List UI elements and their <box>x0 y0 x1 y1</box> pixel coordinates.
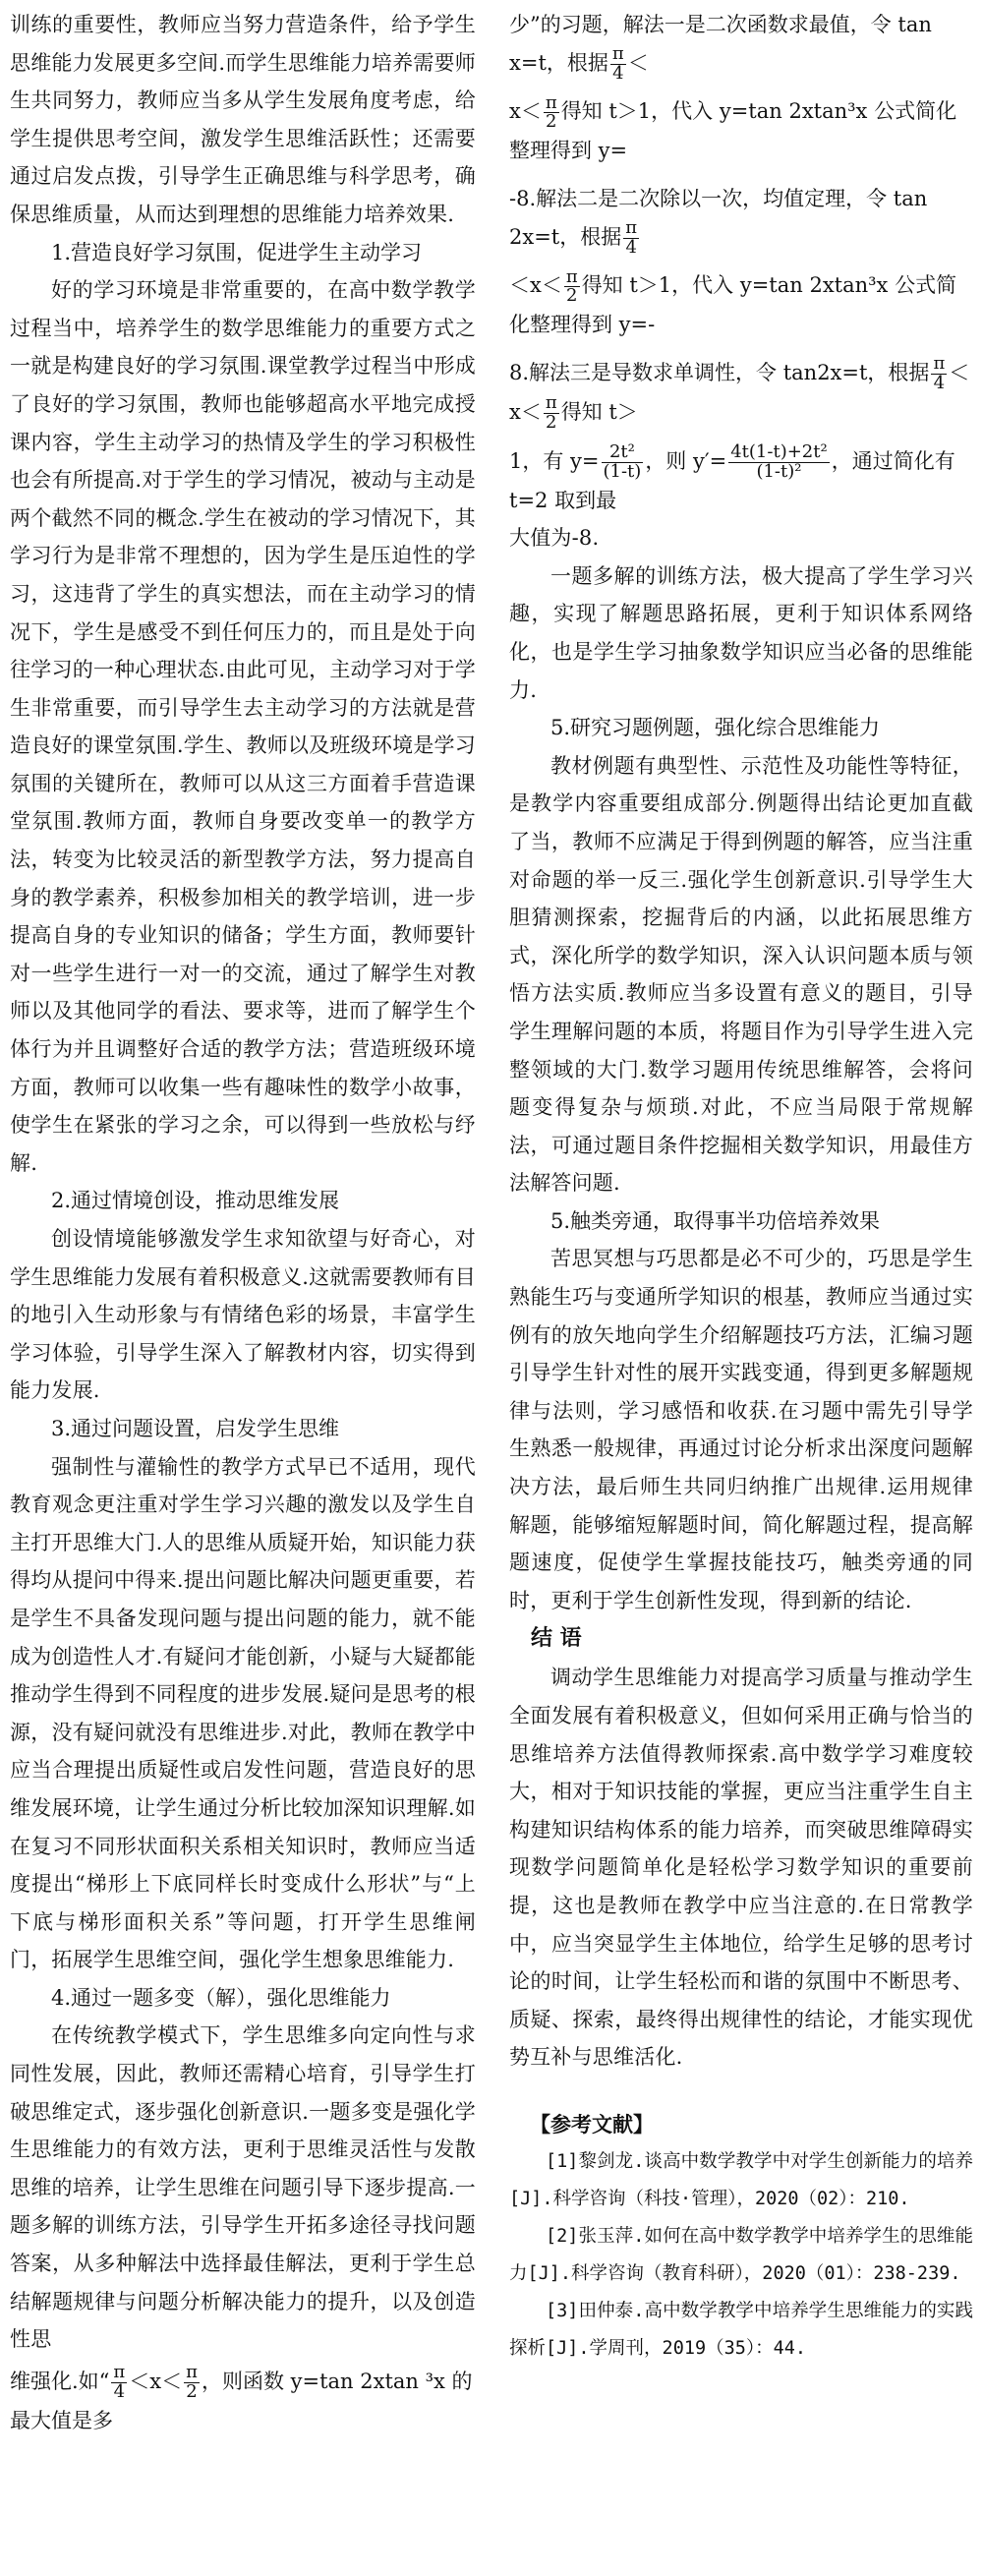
fraction-y-prime: $\frac{\text{4t(1-t)+2t²}}{\text{(1-t)²}}$ <box>730 440 828 482</box>
left-column <box>10 6 480 2576</box>
fraction-pi-over-4: $\frac{\pi}{4}$ <box>933 353 946 393</box>
section-heading-5: 5.研究习题例题，强化综合思维能力 <box>550 716 881 740</box>
fraction-pi-over-2: $\frac{\pi}{2}$ <box>545 391 557 433</box>
conclusion-heading: 结 语 <box>531 1626 582 1652</box>
formula-line-5: 8.解法三是导数求单调性，令 tan2x=t，根据 $\frac{\pi}{4}$ ＜x＜ $\frac{\pi}{2}$ 得知 t＞ <box>509 353 970 433</box>
paragraph-intro-continued: 训练的重要性，教师应当努力营造条件，给予学生思维能力发展更多空间.而学生思维能力培养需要师生共同努力，教师应当多从学生发展角度考虑，给学生提供思考空间，激发学生思维活跃性；还需要通过启发点拨，引导学生正确思维与科学思考，确保思维质量，从而达到理想的思维能力培养效果. <box>10 13 476 226</box>
paragraph-section-1: 好的学习环境是非常重要的，在高中数学教学过程当中，培养学生的数学思维能力的重要方式之一就是构建良好的学习氛围.课堂教学过程当中形成了良好的学习氛围，教师也能够超高水平地完成授课内容，学生主动学习的热情及学生的学习积极性也会有所提高.对于学生的学习情况，被动与主动是两个截然不同的概念.学生在被动的学习情况下，其学习行为是非常不理想的，因为学生是压迫性的学习，这违背了学生的真实想法，而在主动学习的情况下，学生是感受不到任何压力的，而且是处于向往学习的一种心理状态.由此可见，主动学习对于学生非常重要，而引导学生去主动学习的方法就是营造良好的课堂氛围.学生、教师以及班级环境是学习氛围的关键所在，教师可以从这三方面着手营造课堂氛围.教师方面，教师自身要改变单一的教学方法，转变为比较灵活的新型教学方法，努力提高自身的教学素养，积极参加相关的教学培训，进一步提高自身的专业知识的储备；学生方面，教师要针对一些学生进行一对一的交流，通过了解学生对教师以及其他同学的看法、要求等，进而了解学生个体行为并且调整好合适的教学方法；营造班级环境方面，教师可以收集一些有趣味性的数学小故事，使学生在紧张的学习之余，可以得到一些放松与纾解. <box>10 278 476 1175</box>
section-heading-3: 3.通过问题设置，启发学生思维 <box>51 1416 340 1440</box>
fraction-pi-over-2: $\frac{\pi}{2}$ <box>186 2361 198 2402</box>
paragraph-section-4: 在传统教学模式下，学生思维多向定向性与求同性发展，因此，教师还需精心培育，引导学生打破思维定式，逐步强化创新意识.一题多变是强化学生思维能力的有效方法，更利于思维灵活性与发散思维的培养，让学生思维在问题引导下逐步提高.一题多解的训练方法，引导学生开拓多途径寻找问题答案，从多种解法中选择最佳解法，更利于学生总结解题规律与问题分析解决能力的提升，以及创造性思 <box>10 2023 476 2352</box>
right-column <box>503 6 973 2576</box>
formula-line-2: x＜ $\frac{\pi}{2}$ 得知 t＞1，代入 y=tan 2xtan³x 公式简化整理得到 y= <box>509 91 957 163</box>
fraction-pi-over-2: $\frac{\pi}{2}$ <box>545 91 557 133</box>
reference-item: [2]张玉萍.如何在高中数学教学中培养学生的思维能力[J].科学咨询（教育科研），2020（01）：238-239. <box>509 2225 973 2284</box>
section-heading-4: 4.通过一题多变（解），强化思维能力 <box>51 1985 391 2010</box>
fraction-pi-over-4: $\frac{\pi}{4}$ <box>113 2361 126 2402</box>
fraction-pi-over-4: $\frac{\pi}{4}$ <box>625 216 638 258</box>
paragraph-conclusion: 调动学生思维能力对提高学习质量与推动学生全面发展有着积极意义，但如何采用正确与恰当的思维培养方法值得教师探索.高中数学学习难度较大，相对于知识技能的掌握，更应当注重学生自主构建知识结构体系的能力培养，而突破思维障碍实现数学问题简单化是轻松学习数学知识的重要前提，这也是教师在教学中应当注意的.在日常教学中，应当突显学生主体地位，给学生足够的思考讨论的时间，让学生轻松而和谐的氛围中不断思考、质疑、探索，最终得出规律性的结论，才能实现优势互补与思维活化. <box>509 1666 973 2070</box>
paragraph-section-3: 强制性与灌输性的教学方式早已不适用，现代教育观念更注重对学生学习兴趣的激发以及学生自主打开思维大门.人的思维从质疑开始，知识能力获得均从提问中得来.提出问题比解决问题更重要，若是学生不具备发现问题与提出问题的能力，就不能成为创造性人才.有疑问才能创新，小疑与大疑都能推动学生得到不同程度的进步发展.疑问是思考的根源，没有疑问就没有思维进步.对此，教师在教学中应当合理提出质疑性或启发性问题，营造良好的思维发展环境，让学生通过分析比较加深知识理解.如在复习不同形状面积关系相关知识时，教师应当适度提出“梯形上下底同样长时变成什么形状”与“上下底与梯形面积关系”等问题，打开学生思维闸门，拓展学生思维空间，强化学生想象思维能力. <box>10 1454 476 1972</box>
reference-item: [1]黎剑龙.谈高中数学教学中对学生创新能力的培养[J].科学咨询（科技·管理），2020（02）：210. <box>509 2150 973 2209</box>
references-heading: 【参考文献】 <box>530 2112 654 2137</box>
section-heading-1: 1.营造良好学习氛围，促进学生主动学习 <box>51 240 423 264</box>
formula-line-left: 维强化.如“ $\frac{\pi}{4}$ ＜x＜ $\frac{\pi}{2}$ ，则函数 y=tan 2xtan ³x 的最大值是多 <box>10 2361 473 2432</box>
fraction-pi-over-4: $\frac{\pi}{4}$ <box>611 42 624 84</box>
fraction-y: $\frac{\text{2t²}}{(1-t)}$ <box>603 440 642 482</box>
section-heading-2: 2.通过情境创设，推动思维发展 <box>51 1189 340 1213</box>
section-heading-5b: 5.触类旁通，取得事半功倍培养效果 <box>550 1208 881 1233</box>
formula-line-1: 少”的习题，解法一是二次函数求最值，令 tan x=t，根据 $\frac{\pi}{4}$ ＜ <box>509 13 932 84</box>
formula-line-6: 1，有 y= $\frac{\text{2t²}}{(1-t)}$ ，则 y′= $\frac{\text{4t(1-t)+2t²}}{\text{(1-t)²}}$ ，通过简化有 t=2 取到最 <box>509 440 955 512</box>
paragraph-section-5: 教材例题有典型性、示范性及功能性等特征，是教学内容重要组成部分.例题得出结论更加直截了当，教师不应满足于得到例题的解答，应当注重对命题的举一反三.强化学生创新意识.引导学生大胆猜测探索，挖掘背后的内涵，以此拓展思维方式，深化所学的数学知识，深入认识问题本质与领悟方法实质.教师应当多设置有意义的题目，引导学生理解问题的本质，将题目作为引导学生进入完整领域的大门.数学习题用传统思维解答，会将问题变得复杂与烦琐.对此，不应当局限于常规解法，可通过题目条件挖掘相关数学知识，用最佳方法解答问题. <box>509 753 973 1196</box>
formula-line-3: -8.解法二是二次除以一次，均值定理，令 tan 2x=t，根据 $\frac{\pi}{4}$ <box>509 186 928 258</box>
reference-item: [3]田仲泰.高中数学教学中培养学生思维能力的实践探析[J].学周刊，2019（35）：44. <box>509 2300 973 2359</box>
paragraph-section-2: 创设情境能够激发学生求知欲望与好奇心，对学生思维能力发展有着积极意义.这就需要教师有目的地引入生动形象与有情绪色彩的场景，丰富学生学习体验，引导学生深入了解教材内容，切实得到能力发展. <box>10 1227 476 1403</box>
paragraph-section-5b: 苦思冥想与巧思都是必不可少的，巧思是学生熟能生巧与变通所学知识的根基，教师应当通过实例有的放矢地向学生介绍解题技巧方法，汇编习题引导学生针对性的展开实践变通，得到更多解题规律与法则，学习感悟和收获.在习题中需先引导学生熟悉一般规律，再通过讨论分析求出深度问题解决方法，最后师生共同归纳推广出规律.运用规律解题，能够缩短解题时间，简化解题过程，提高解题速度，促使学生掌握技能技巧，触类旁通的同时，更利于学生创新性发现，得到新的结论. <box>509 1247 973 1612</box>
paragraph-multi-solution: 一题多解的训练方法，极大提高了学生学习兴趣，实现了解题思路拓展，更利于知识体系网络化，也是学生学习抽象数学知识应当必备的思维能力. <box>509 563 973 702</box>
fraction-pi-over-2: $\frac{\pi}{2}$ <box>565 265 578 307</box>
formula-conclusion: 大值为-8. <box>509 526 600 551</box>
formula-line-4: ＜x＜ $\frac{\pi}{2}$ 得知 t＞1，代入 y=tan 2xtan³x 公式简化整理得到 y=- <box>509 265 957 337</box>
